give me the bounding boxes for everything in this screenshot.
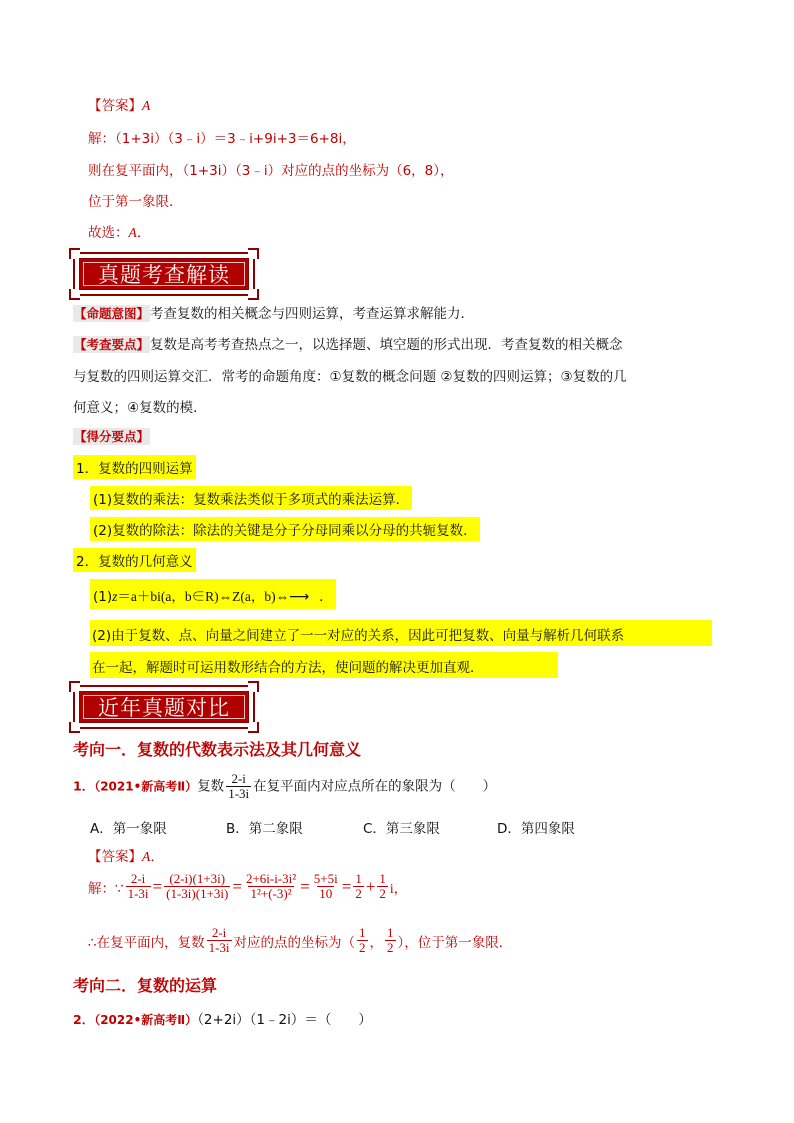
- geometric-formula: ＝a＋bi(a，b∈R)⇔Z(a，b)⇔: [117, 589, 290, 604]
- direction-1-title: 考向一．复数的代数表示法及其几何意义: [73, 740, 362, 759]
- question-1-answer-tag: 【答案】: [88, 849, 142, 865]
- solution-choose-prefix: 故选：: [88, 225, 129, 241]
- solution-fraction-2: $\frac{(2-i)(1+3i)}{(1-3i)(1+3i)}$: [166, 871, 229, 901]
- conclusion-pre: ∴在复平面内，复数: [88, 934, 205, 951]
- scoring-item-combination-2: 在一起，解题时可运用数形结合的方法，使问题的解决更加直观．: [92, 660, 484, 676]
- solution-fraction-4: $\frac{5+5i}{10}$: [313, 871, 338, 901]
- solution-line-4: [88, 221, 150, 241]
- intent-text: 考查复数的相关概念与四则运算，考查运算求解能力．: [150, 306, 475, 322]
- key-points-line-3: 何意义；④复数的模．: [73, 400, 207, 416]
- coordinate-x-fraction: $\frac{1}{2}$: [359, 925, 366, 955]
- equals-sign: =: [232, 876, 242, 896]
- geometric-z: z: [112, 589, 118, 604]
- solution-prefix: 解：∵: [88, 880, 124, 897]
- solution-fraction-3: $\frac{\text{2+6i-i-3i²}}{\text{1²+(-3)²}}$: [245, 871, 297, 901]
- question-1-answer-value: A．: [142, 849, 164, 864]
- solution-fraction-6: $\frac{1}{2}$: [379, 871, 386, 901]
- scoring-item-multiplication: (1)复数的乘法：复数乘法类似于多项式的乘法运算．: [90, 486, 412, 510]
- question-2-source: （2022•新高考Ⅱ）: [94, 1013, 198, 1027]
- question-1-stem-pre: 复数: [197, 778, 225, 795]
- question-1-fraction: $\frac{2-i}{1-3i}$: [228, 771, 250, 801]
- solution-expression: （1+3i）（3﹣i）＝3﹣i+9i+3＝6+8i，: [115, 131, 356, 147]
- question-2-number: 2．: [73, 1012, 95, 1027]
- section-banner-recent-comparison: [73, 685, 255, 729]
- key-points-tag: 【考查要点】: [74, 337, 150, 352]
- equals-sign: =: [300, 876, 310, 896]
- answer-line: [88, 94, 150, 114]
- banner-label: 近年真题对比: [98, 696, 230, 720]
- question-1: [73, 772, 496, 801]
- solution-line-1: [88, 127, 356, 147]
- option-a[interactable]: A．第一象限: [90, 821, 167, 837]
- question-1-solution: [88, 872, 407, 901]
- scoring-item-geometric: (1)z＝a＋bi(a，b∈R)⇔Z(a，b)⇔ ⟶ ．: [90, 579, 336, 609]
- option-b[interactable]: B．第二象限: [226, 821, 303, 837]
- option-c[interactable]: C．第三象限: [363, 821, 440, 837]
- equals-sign: =: [341, 876, 352, 896]
- banner-label: 真题考查解读: [98, 263, 230, 287]
- key-points-line-1: [73, 333, 623, 353]
- question-1-answer: [88, 845, 164, 865]
- solution-line-2: 则在复平面内，（1+3i）（3﹣i）对应的点的坐标为（6，8），: [88, 163, 454, 179]
- equals-sign: =: [152, 876, 163, 896]
- solution-fraction-1: $\frac{2-i}{1-3i}$: [127, 871, 149, 901]
- plus-sign: +: [365, 876, 376, 896]
- key-points-line-2: 与复数的四则运算交汇．常考的命题角度：①复数的概念问题 ②复数的四则运算；③复数的几: [73, 369, 627, 385]
- option-d[interactable]: D．第四象限: [497, 821, 575, 837]
- scoring-tag-line: [73, 427, 150, 445]
- conclusion-mid: 对应的点的坐标为（: [233, 934, 356, 951]
- intent-line: [73, 302, 474, 322]
- solution-choose-value: A．: [128, 225, 151, 240]
- direction-2-title: 考向二．复数的运算: [73, 976, 218, 995]
- solution-line-3: 位于第一象限．: [88, 194, 183, 210]
- solution-fraction-5: $\frac{1}{2}$: [355, 871, 362, 901]
- question-1-conclusion: [88, 926, 512, 955]
- scoring-heading-2: 2．复数的几何意义: [73, 548, 196, 572]
- scoring-heading-1: 1．复数的四则运算: [73, 455, 196, 479]
- key-points-text-1: 复数是高考考查热点之一，以选择题、填空题的形式出现．考查复数的相关概念: [150, 337, 623, 353]
- solution-prefix: 解：: [88, 131, 115, 147]
- question-2-stem: （2+2i）（1﹣2i）＝（ ）: [197, 1012, 372, 1028]
- intent-tag: 【命题意图】: [74, 306, 150, 321]
- scoring-item-division: (2)复数的除法：除法的关键是分子分母同乘以分母的共轭复数．: [90, 517, 480, 541]
- question-1-source: （2021•新高考Ⅱ）: [94, 779, 198, 794]
- scoring-item-combination-1: (2)由于复数、点、向量之间建立了一一对应的关系，因此可把复数、向量与解析几何联系: [92, 628, 625, 644]
- question-1-number: 1．: [73, 778, 95, 794]
- geometric-prefix: (1): [93, 589, 113, 605]
- coordinate-y-fraction: $\frac{1}{2}$: [387, 925, 394, 955]
- conclusion-fraction: $\frac{2-i}{1-3i}$: [208, 925, 230, 955]
- section-banner-exam-analysis: [73, 252, 255, 296]
- question-2: [73, 1008, 372, 1028]
- answer-tag: 【答案】: [88, 98, 142, 114]
- geometric-end: ．: [319, 589, 333, 605]
- scoring-tag: 【得分要点】: [74, 429, 150, 444]
- conclusion-end: ），位于第一象限．: [397, 934, 513, 951]
- answer-choice: A: [142, 98, 151, 113]
- solution-end: i，: [389, 880, 408, 896]
- coordinate-comma: ，: [369, 934, 384, 951]
- question-1-stem-post: 在复平面内对应点所在的象限为（ ）: [253, 778, 497, 795]
